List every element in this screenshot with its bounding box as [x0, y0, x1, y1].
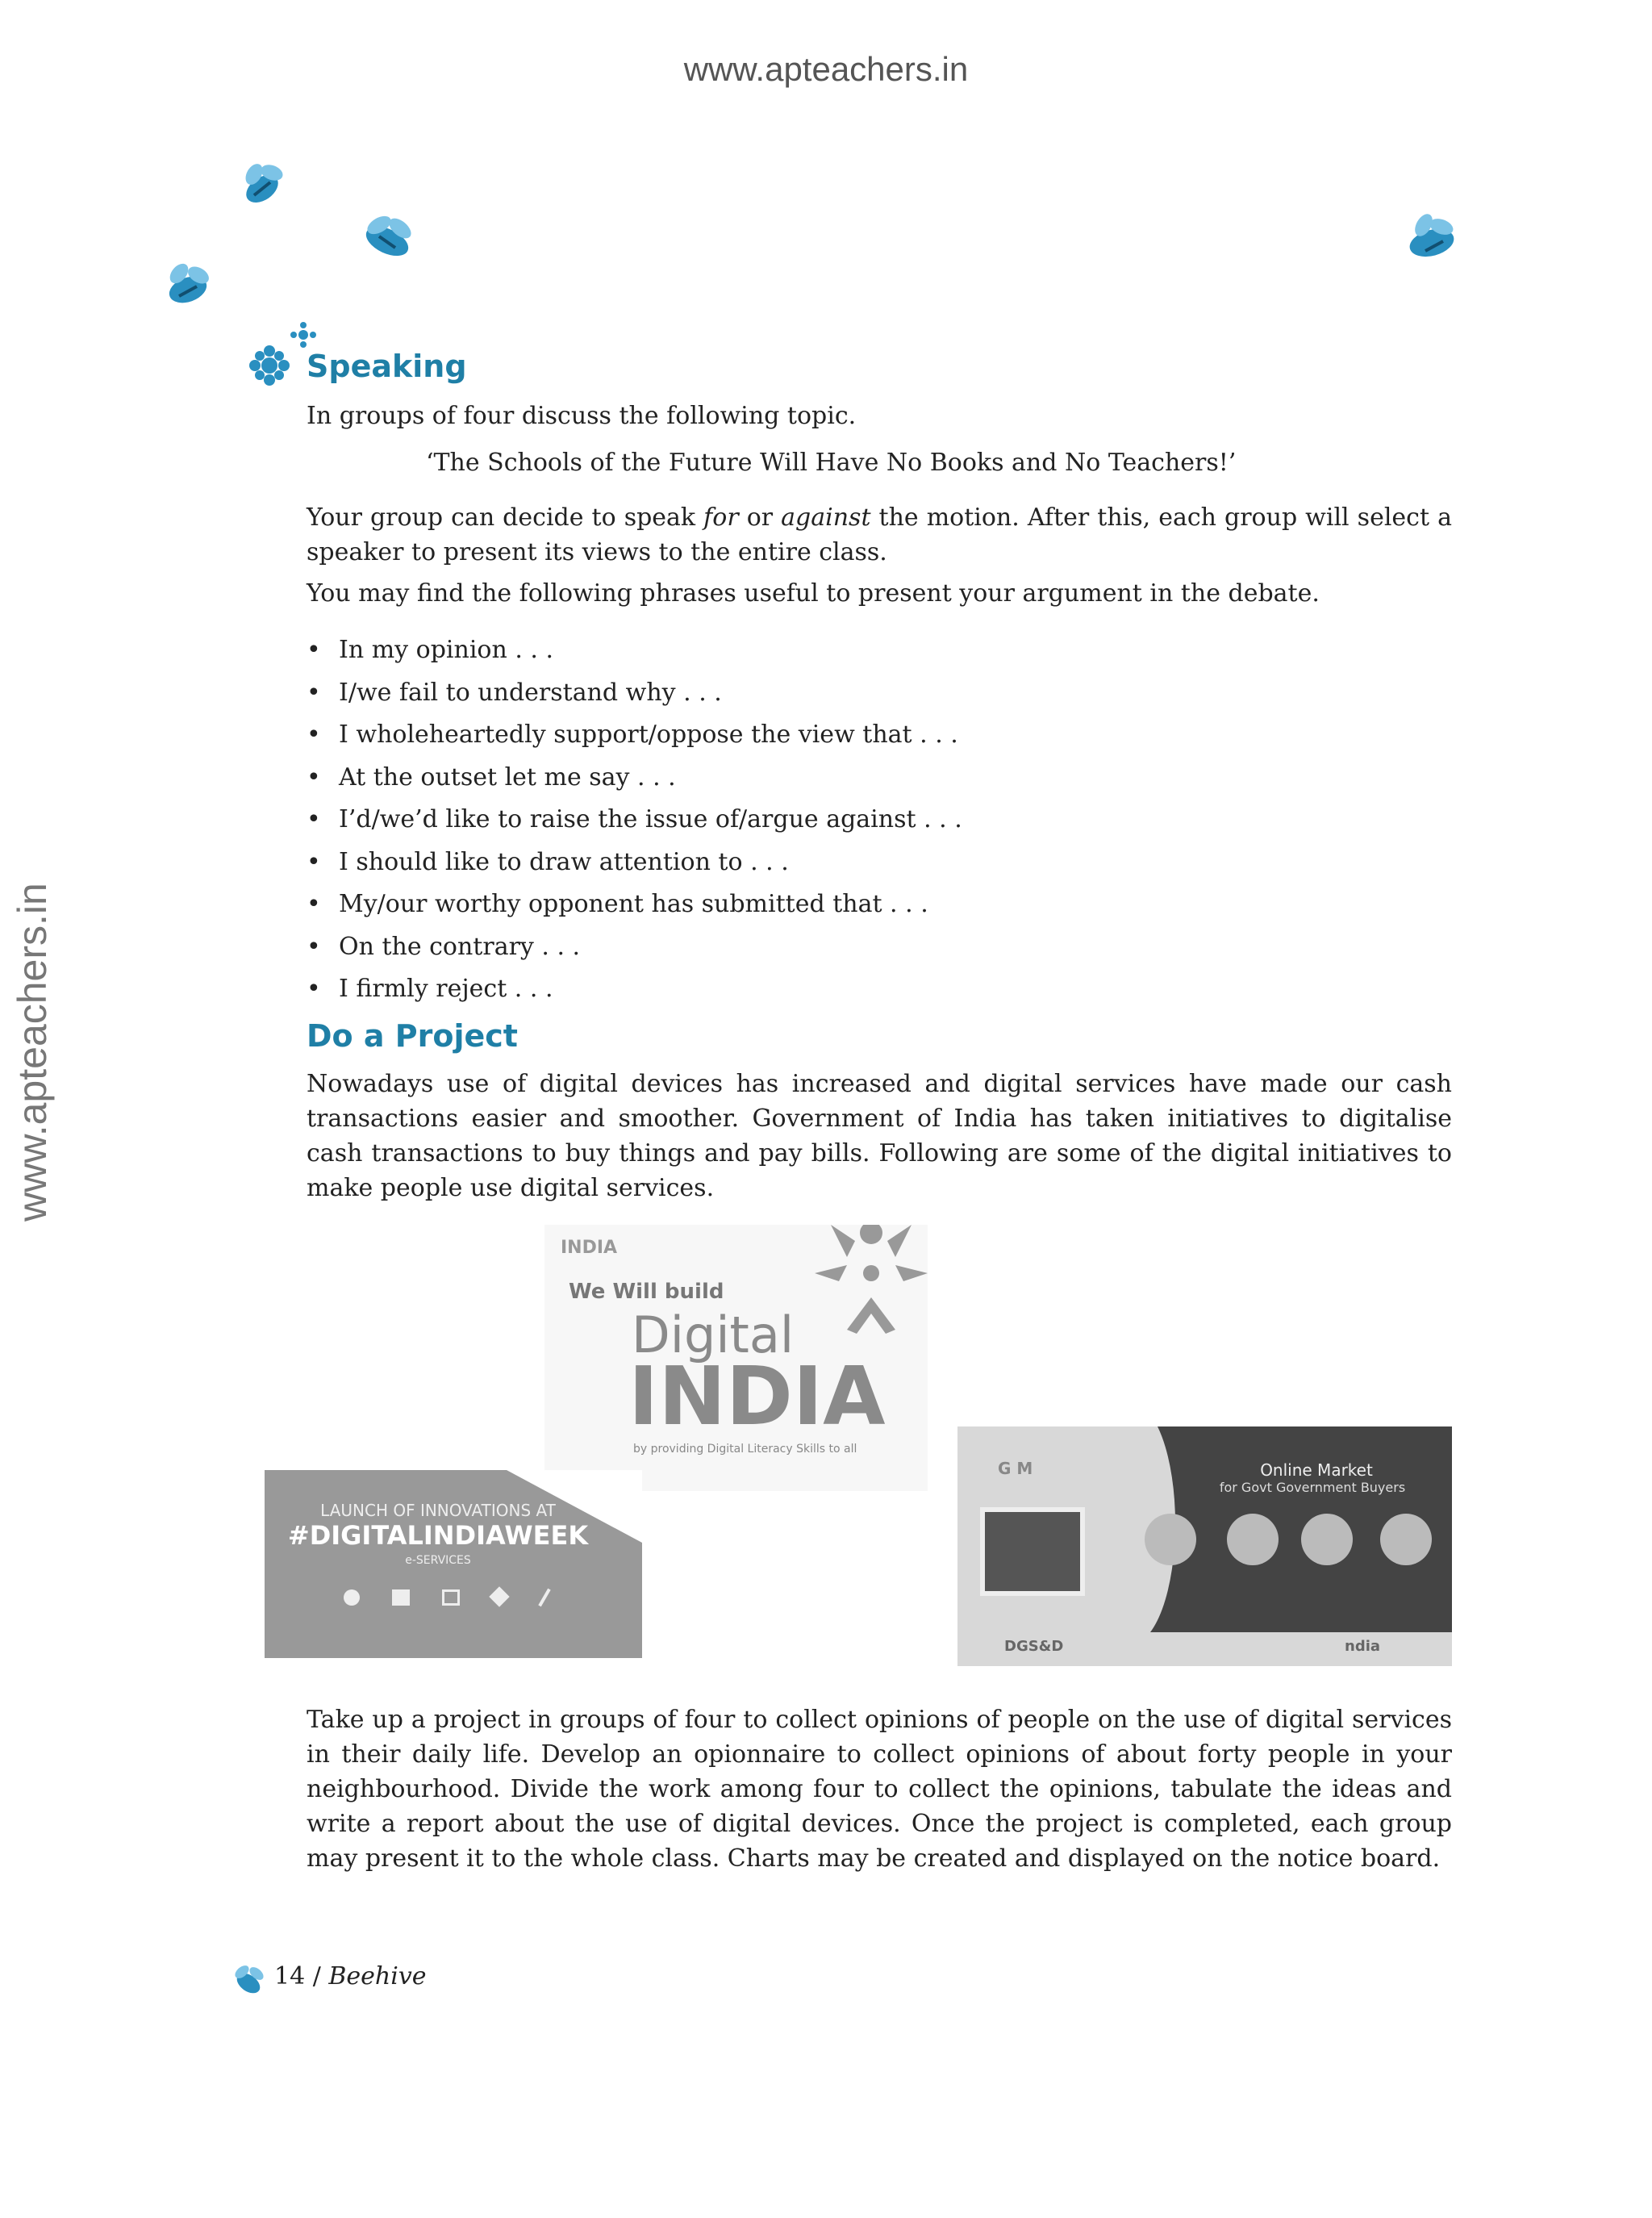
book-title: Beehive: [328, 1962, 427, 1990]
service-icon: [489, 1586, 509, 1606]
online-market-title: Online Market: [1260, 1460, 1373, 1480]
list-item: • My/our worthy opponent has submitted that . . .: [307, 883, 962, 926]
bee-icon: [227, 1961, 269, 2003]
list-item: • I firmly reject . . .: [307, 968, 962, 1011]
category-icon: [1227, 1514, 1279, 1565]
speaking-instructions: Your group can decide to speak for or against the motion. After this, each group will select a speaker to present its views to the entire class.: [307, 503, 1452, 566]
list-item: • On the contrary . . .: [307, 926, 962, 969]
debate-phrases-list: [307, 629, 962, 1011]
digital-india-image: [544, 1225, 928, 1491]
launch-text: LAUNCH OF INNOVATIONS AT: [320, 1501, 556, 1520]
we-will-build-text: We Will build: [569, 1280, 724, 1304]
project-heading: Do a Project: [307, 1018, 518, 1054]
list-item: • I’d/we’d like to raise the issue of/argue against . . .: [307, 799, 962, 842]
project-task: Take up a project in groups of four to collect opinions of people on the use of digital services in their daily life. Develop an opionnaire to collect opinions of about forty people in your neighbourhood. Divide the work among four to collect the opinions, tabulate the ideas and write a report about the use of digital devices. Once the project is completed, each group may present it to the whole class. Charts may be created and displayed on the notice board.: [307, 1706, 1452, 1873]
digital-india-logo-icon: [815, 1225, 928, 1346]
hashtag-text: #DIGITALINDIAWEEK: [287, 1520, 589, 1551]
category-icon: [1301, 1514, 1353, 1565]
service-icon: [392, 1589, 410, 1606]
list-item: • I wholeheartedly support/oppose the view that . . .: [307, 714, 962, 757]
page-number: 14 /: [274, 1962, 329, 1990]
eservices-text: e-SERVICES: [405, 1554, 471, 1567]
bee-icon: [230, 153, 294, 218]
category-icon: [1380, 1514, 1432, 1565]
monitor-graphic: [980, 1507, 1085, 1596]
india-logo-text: ndia: [1345, 1638, 1381, 1655]
dgsd-logo-text: DGS&D: [1004, 1638, 1064, 1655]
site-url-header: www.apteachers.in: [683, 50, 969, 88]
list-item: • I/we fail to understand why . . .: [307, 672, 962, 715]
india-logo-text: INDIA: [561, 1238, 618, 1258]
service-icon: [538, 1589, 550, 1607]
digital-literacy-text: by providing Digital Literacy Skills to all: [633, 1443, 857, 1456]
india-text: INDIA: [628, 1349, 886, 1443]
bee-icon: [152, 254, 224, 319]
phrases-intro: You may find the following phrases useful to present your argument in the debate.: [307, 579, 1320, 608]
list-item: • I should like to draw attention to . . .: [307, 842, 962, 884]
page-footer: [274, 1962, 427, 1990]
project-intro: Nowadays use of digital devices has increased and digital services have made our cash transactions easier and smoother. Government of India has taken initiatives to digitalise cash transactions to buy things and pay bills. Following are some of the digital initiatives to make people use digital services.: [307, 1070, 1452, 1202]
speaking-heading: Speaking: [307, 349, 467, 384]
service-icon: [344, 1589, 360, 1606]
speaking-intro: In groups of four discuss the following topic.: [307, 402, 857, 430]
service-icon: [442, 1589, 460, 1606]
list-item: • At the outset let me say . . .: [307, 757, 962, 800]
bee-icon: [347, 206, 428, 270]
digital-text: Digital: [632, 1305, 795, 1364]
side-watermark: www.apteachers.in: [10, 883, 55, 1222]
list-item: • In my opinion . . .: [307, 629, 962, 672]
debate-topic: ‘The Schools of the Future Will Have No Books and No Teachers!’: [426, 449, 1237, 477]
flower-icon: [244, 319, 316, 391]
gem-logo-text: G M: [998, 1459, 1033, 1478]
category-icon: [1145, 1514, 1196, 1565]
digital-india-week-image: [265, 1470, 642, 1658]
bee-icon: [1391, 206, 1472, 270]
gem-online-market-image: [957, 1426, 1452, 1666]
online-market-subtitle: for Govt Government Buyers: [1219, 1480, 1406, 1495]
